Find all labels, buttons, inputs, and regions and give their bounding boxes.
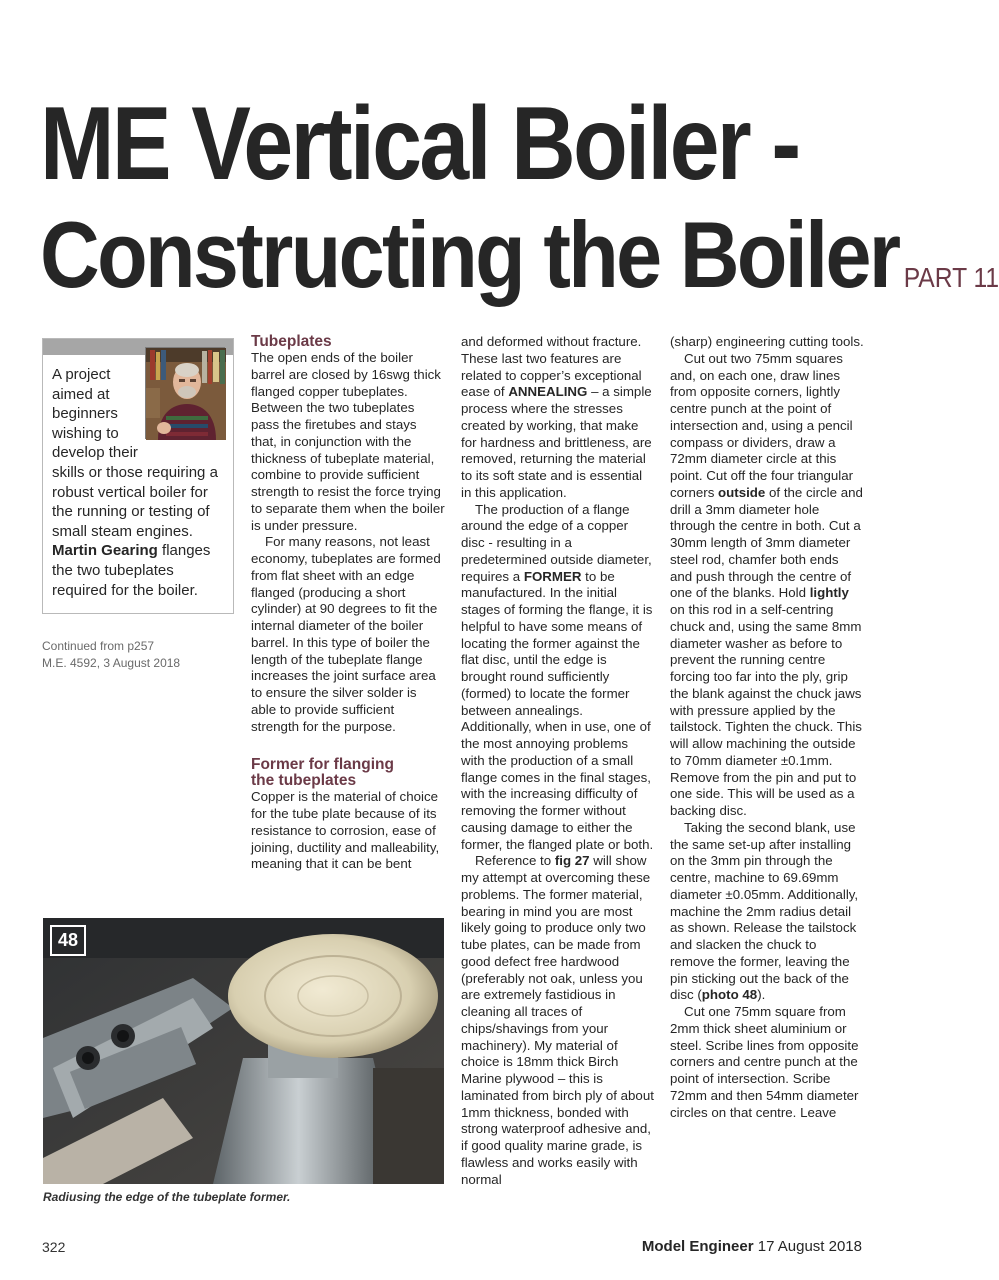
bold-term-annealing: ANNEALING: [508, 384, 588, 400]
intro-line-4: wishing to: [52, 424, 119, 442]
text-run: will show my attempt at overcoming these problems. The former material, bearing in mind you are most likely going to produce only two tube plates, can be made from good defect free hardwood (preferably not oak, unless you are extremely fastidious in cleaning all traces of chips/shavings from your machinery). My material of choice is 18mm thick Birch Marine plywood – this is laminated from birch ply of about 1mm thickness, bonded with strong waterproof adhesive and, if good quality marine grade, is flawless and works easily with normal: [461, 853, 654, 1187]
footer-publication: [642, 1238, 862, 1255]
intro-line-3: beginners: [52, 405, 118, 423]
part-label: PART 11: [903, 262, 999, 293]
bold-word-lightly: lightly: [809, 585, 849, 601]
text-run: – a simple process where the stresses created by working, that make for hardness and brittleness, are removed, returning the material to its soft state and is essential in this application.: [461, 384, 652, 500]
figure-reference: fig 27: [554, 853, 590, 869]
intro-line-2: aimed at: [52, 385, 110, 403]
paragraph: [670, 820, 864, 1004]
text-run: Reference to: [475, 853, 552, 869]
headline-text-1: ME Vertical Boiler -: [40, 86, 799, 202]
text-run: to be manufactured. In the initial stages of forming the flange, it is helpful to have some means of locating the former against the flat disc, until the edge is brought round sufficiently (formed) to locate the former between annealings. Additionally, when in use, one of the most annoying problems with the production of a small flange comes in the final stages, with the increasing difficulty of removing the former without causing damage to either the former, the flanged plate or both.: [461, 568, 654, 852]
paragraph: [461, 502, 655, 854]
intro-line-1: A project: [52, 366, 111, 383]
bold-word-outside: outside: [718, 484, 766, 500]
photo-caption: Radiusing the edge of the tubeplate former.: [43, 1190, 291, 1204]
bold-term-former: FORMER: [523, 568, 582, 584]
heading-tubeplates: Tubeplates: [251, 333, 332, 350]
text-column-2: [461, 334, 655, 1188]
paragraph: Copper is the material of choice for the tube plate because of its resistance to corrosion, ease of joining, ductility and malleability, meaning that it can be bent: [251, 789, 440, 872]
text-run: Taking the second blank, use the same set-up after installing on the 3mm pin through the centre, machine to 69.69mm diameter ±0.05mm. Additionally, machine the 2mm radius detail as shown. Release the tailstock and slacken the chuck to remove the former, leaving the pin sticking out the back of the disc (: [670, 819, 859, 1003]
text-column-3: [670, 334, 864, 1121]
continued-line-2: M.E. 4592, 3 August 2018: [42, 656, 181, 670]
text-run: of the circle and drill a 3mm diameter hole through the centre in both. Cut a 30mm length of 3mm diameter steel rod, chamfer both ends and push through the centre of one of the blanks. Hold: [670, 484, 863, 601]
intro-box: [42, 338, 234, 614]
paragraph: [670, 351, 864, 820]
text-run: and deformed without fracture. These last two features are related to copper’s exceptional ease of: [461, 334, 642, 400]
heading-former: [251, 757, 445, 789]
paragraph: [461, 334, 655, 502]
paragraph: For many reasons, not least economy, tubeplates are formed from flat sheet with an edge flanged (producing a short cylinder) at 90 degrees to fit the internal diameter of the boiler barrel. In this type of boiler the length of the tubeplate flange increases the joint surface area to ensure the silver solder is able to provide sufficient strength for the purpose.: [251, 534, 441, 734]
heading-former-line-1: Former for flanging: [251, 756, 394, 774]
headline-line-2: [40, 202, 999, 307]
photo-reference: photo 48: [701, 987, 758, 1003]
intro-rest: skills or those requiring a robust vertical boiler for the running or testing of small steam engines.: [52, 463, 218, 540]
paragraph: [461, 853, 655, 1188]
headline-line-1: [40, 86, 799, 202]
photo-number-badge: 48: [50, 925, 86, 956]
intro-line-5: develop their: [52, 444, 138, 462]
continued-note: [42, 638, 180, 672]
continued-line-1: Continued from p257: [42, 639, 155, 653]
text-run: ).: [757, 987, 766, 1003]
text-run: on this rod in a self-centring chuck and, using the same 8mm diameter washer as before to prevent the running centre forcing too far into the ply, grip the blank against the chuck jaws with pressure applied by the tailstock. Tighten the chuck. This will allow machining the outside to 70mm diameter ±0.1mm. Remove from the pin and put to one side. This will be used as a backing disc.: [670, 602, 862, 818]
photo-48: [43, 918, 444, 1184]
intro-author: Martin Gearing: [52, 542, 158, 560]
heading-former-line-2: the tubeplates: [251, 772, 357, 790]
paragraph: Cut one 75mm square from 2mm thick sheet aluminium or steel. Scribe lines from opposite corners and centre punch at the point of intersection. Scribe 72mm and then 54mm diameter circles on that centre. Leave: [670, 1004, 859, 1120]
page-number: 322: [42, 1239, 66, 1255]
paragraph: The open ends of the boiler barrel are closed by 16swg thick flanged copper tubeplates. Between the two tubeplates pass the firetubes and stays that, in conjunction with the thickness of tubeplate material, combine to provide sufficient strength to resist the force trying to separate them when the boiler is under pressure.: [251, 350, 445, 533]
magazine-name: Model Engineer: [641, 1238, 754, 1255]
intro-text: [52, 365, 226, 600]
text-run: Cut out two 75mm squares and, on each one, draw lines from opposite corners, lightly centre punch at the point of intersection and, using a pencil compass or dividers, draw a 72mm diameter circle at this point. Cut off the four triangular corners: [670, 350, 854, 500]
text-column-1: [251, 334, 445, 873]
intro-tail: flanges the two tubeplates required for the boiler.: [52, 542, 211, 599]
lathe-photo-illustration: [43, 918, 444, 1184]
issue-date: 17 August 2018: [757, 1238, 862, 1255]
text-run: The production of a flange around the edge of a copper disc - resulting in a predetermined outside diameter, requires a: [461, 501, 652, 584]
paragraph: (sharp) engineering cutting tools.: [670, 334, 864, 349]
headline-text-2: Constructing the Boiler: [40, 202, 899, 307]
